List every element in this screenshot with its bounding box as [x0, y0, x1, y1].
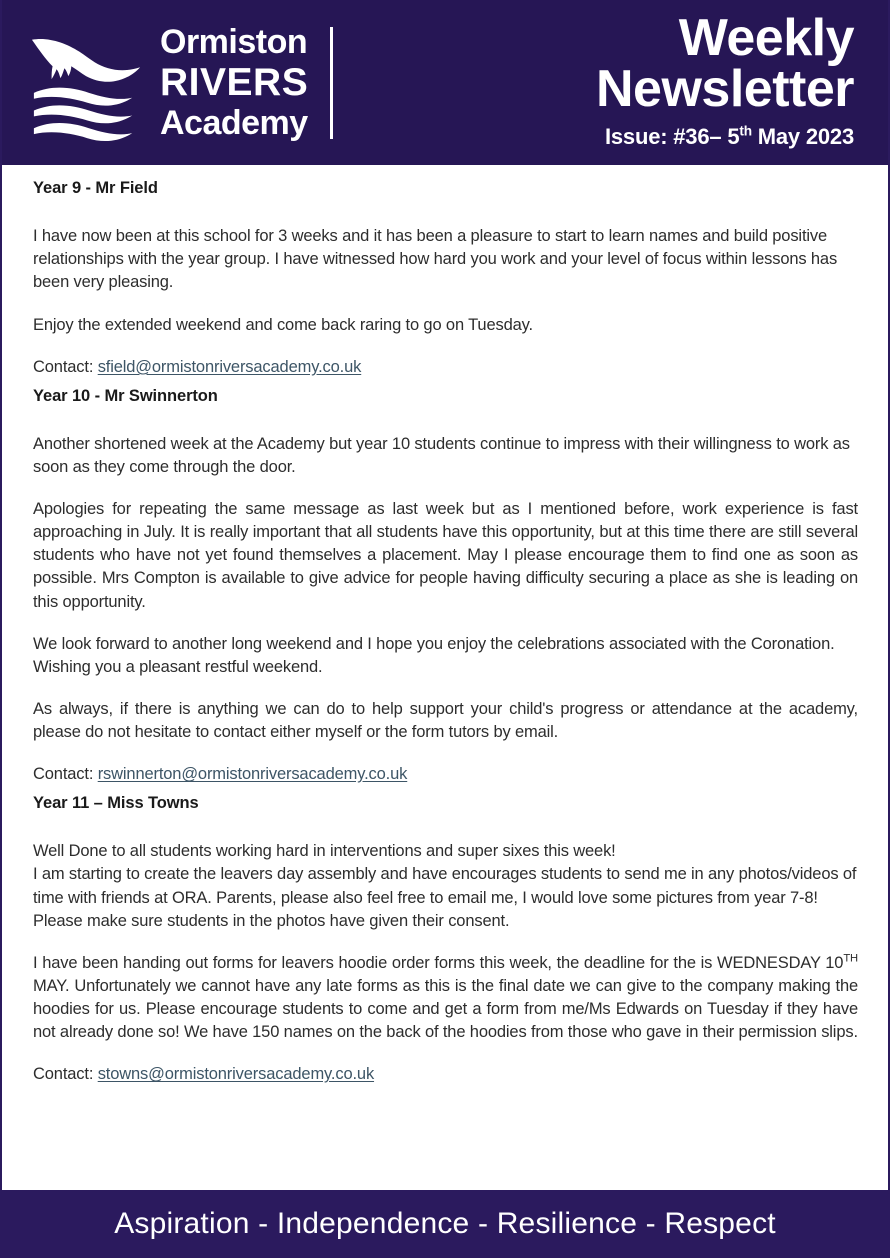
section-heading-year-9: Year 9 - Mr Field [33, 179, 158, 197]
spacer [33, 199, 858, 225]
spacer [33, 1044, 858, 1063]
hoodie-text-part-1: I have been handing out forms for leavers hoodie order forms this week, the deadline for the is WEDNESDAY 10 [33, 953, 844, 972]
issue-suffix: May 2023 [751, 123, 854, 149]
spacer [33, 614, 858, 633]
page-header [2, 0, 888, 165]
date-ordinal-suffix: TH [843, 952, 858, 965]
year-10-paragraph-1: Another shortened week at the Academy but year 10 students continue to impress with their willingness to work as soon as they come through the door. [33, 435, 850, 477]
year-10-paragraph-3: We look forward to another long weekend and I hope you enjoy the celebrations associated with the Coronation. Wishing you a pleasant restful weekend. [33, 634, 835, 676]
year-11-leavers-assembly-text: I am starting to create the leavers day assembly and have encourages students to send me in any photos/videos of time with friends at ORA. Parents, please also feel free to email me, I would love some pictures from year 7-8! Please make sure students in the photos have given their consent. [33, 865, 857, 930]
spacer [33, 679, 858, 698]
year-11-welldone-line: Well Done to all students working hard in interventions and super sixes this week! [33, 842, 616, 861]
year-9-paragraph-1: I have now been at this school for 3 weeks and it has been a pleasure to start to learn names and build positive relationships with the year group. I have witnessed how hard you work and your level of focus within lessons has been very pleasing. [33, 227, 838, 292]
title-line-newsletter: Newsletter [596, 60, 854, 118]
contact-label: Contact: [33, 357, 98, 376]
hoodie-text-part-2: MAY. Unfortunately we cannot have any late forms as this is the final date we can give to the company making the hoodies for us. Please encourage students to come and get a form from me/Ms Edwards on Tuesday if they have not already done so! We have 150 names on the back of the hoodies from those who gave in their permission slips. [33, 976, 858, 1042]
year-10-paragraph-2: Apologies for repeating the same message as last week but as I mentioned before, work experience is fast approaching in July. It is really important that all students have this opportunity, but at this time there are still several students who have not yet found themselves a placement. May I please encourage them to find one as soon as possible. Mrs Compton is available to give advice for people having difficulty securing a place as she is leading on this opportunity. [33, 500, 858, 611]
spacer [33, 744, 858, 763]
gull-bird-and-waves-logo-icon [28, 24, 146, 142]
school-motto: Aspiration - Independence - Resilience - Respect [114, 1207, 776, 1240]
year-11-paragraph-1 [33, 840, 858, 932]
spacer [33, 407, 858, 433]
newsletter-title-block [333, 9, 854, 152]
year-10-paragraph-4: As always, if there is anything we can do to help support your child's progress or attendance at the academy, please do not hesitate to contact either myself or the form tutors by email. [33, 699, 858, 741]
email-link-stowns[interactable]: stowns@ormistonriversacademy.co.uk [97, 1065, 375, 1084]
year-9-contact [33, 356, 858, 379]
brand-wordmark [160, 25, 308, 140]
contact-label: Contact: [33, 765, 98, 784]
brand-line-rivers: RIVERS [160, 61, 309, 104]
issue-ordinal: th [739, 123, 752, 139]
spacer [33, 933, 858, 952]
year-11-contact [33, 1063, 858, 1086]
brand-lockup [28, 24, 333, 142]
title-line-weekly: Weekly [678, 9, 854, 68]
contact-label: Contact: [33, 1065, 98, 1084]
year-11-paragraph-2 [33, 952, 858, 1044]
year-10-contact [33, 763, 858, 786]
year-9-paragraph-2: Enjoy the extended weekend and come back raring to go on Tuesday. [33, 315, 533, 334]
page-footer [0, 1190, 890, 1258]
spacer [33, 337, 858, 356]
section-heading-year-11: Year 11 – Miss Towns [33, 794, 199, 813]
email-link-rswinnerton[interactable]: rswinnerton@ormistonriversacademy.co.uk [97, 765, 408, 784]
section-heading-year-10: Year 10 - Mr Swinnerton [33, 386, 218, 405]
issue-line [605, 124, 854, 150]
newsletter-body [2, 165, 888, 1086]
spacer [33, 479, 858, 498]
email-link-sfield[interactable]: sfield@ormistonriversacademy.co.uk [97, 357, 362, 376]
brand-line-academy: Academy [160, 104, 308, 142]
spacer [33, 814, 858, 840]
spacer [33, 295, 858, 314]
newsletter-title [596, 9, 854, 118]
issue-prefix: Issue: #36– 5 [604, 123, 740, 149]
brand-line-ormiston: Ormiston [160, 23, 308, 61]
